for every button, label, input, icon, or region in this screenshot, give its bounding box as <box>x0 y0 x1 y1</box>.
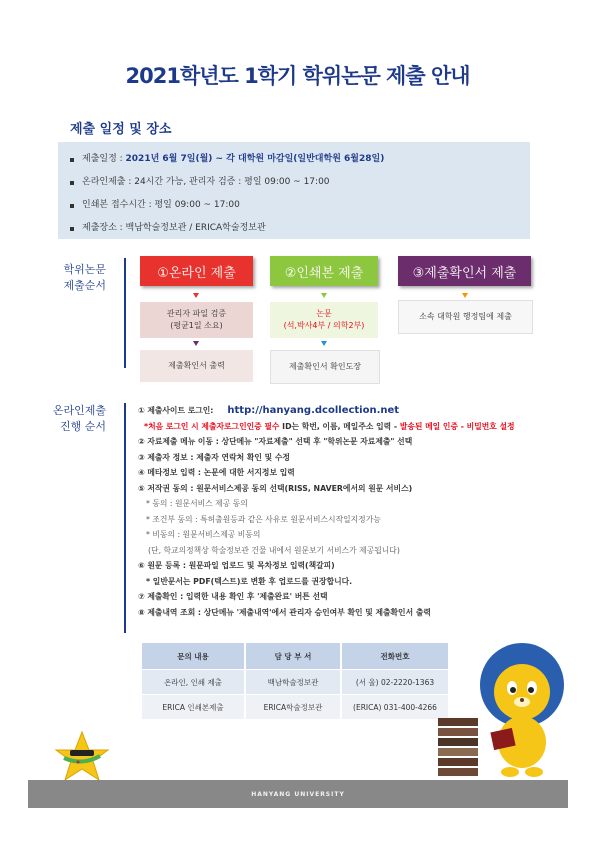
table-cell: ERICA학술정보관 <box>245 695 341 720</box>
schedule-heading: 제출 일정 및 장소 <box>70 122 172 137</box>
consent-line: * 동의 : 원문서비스 제공 동의 <box>146 499 248 508</box>
schedule-item: 제출일정 : 2021년 6월 7일(월) ~ 각 대학원 마감일(일반대학원 6월28일) <box>68 148 530 171</box>
arrow-icon <box>193 341 199 346</box>
arrow-icon <box>193 293 199 298</box>
step-line: ② 자료제출 메뉴 이동 : 상단메뉴 "자료제출" 선택 후 "학위논문 자료제출" 선택 <box>138 437 413 446</box>
step-line: ⑤ 저작권 동의 : 원문서비스제공 동의 선택(RISS, NAVER에서의 원문 서비스) <box>138 483 413 493</box>
step-online: ①온라인 제출 <box>140 256 253 286</box>
star-mascot-icon <box>52 730 112 785</box>
footer-bar: HANYANG UNIVERSITY <box>28 780 568 808</box>
step-line: ① 제출사이트 로그인: http://hanyang.dcollection.net <box>138 405 400 416</box>
step-confirm-sub1: 소속 대학원 행정팀에 제출 <box>398 300 533 334</box>
arrow-icon <box>462 293 468 298</box>
step-line: *처음 로그인 시 제출자로그인인증 필수 ID는 학번, 이름, 메일주소 입력 - 발송된 메일 인증 - 비밀번호 설정 <box>144 421 515 431</box>
step-line: ⑧ 제출내역 조회 : 상단메뉴 '제출내역'에서 관리자 승인여부 확인 및 제출확인서 출력 <box>138 607 431 617</box>
online-side-label: 온라인제출 진행 순서 <box>52 404 106 433</box>
schedule-item: 제출장소 : 백남학술정보관 / ERICA학술정보관 <box>68 217 530 240</box>
step-print-sub2: 제출확인서 확인도장 <box>270 350 380 384</box>
step-online-sub1: 관리자 파일 검증 (평균1일 소요) <box>140 302 253 338</box>
schedule-item: 온라인제출 : 24시간 가능, 관리자 검증 : 평일 09:00 ~ 17:00 <box>68 171 530 194</box>
table-header: 문의 내용 <box>142 643 245 670</box>
order-divider <box>124 258 126 368</box>
step-line: ⑦ 제출확인 : 입력한 내용 확인 후 '제출완료' 버튼 선택 <box>138 592 328 601</box>
table-row <box>142 695 449 720</box>
contact-table <box>142 643 450 720</box>
consent-line: * 비동의 : 원문서비스제공 비동의 <box>146 530 261 539</box>
arrow-icon <box>321 341 327 346</box>
table-header-row <box>142 643 449 670</box>
order-side-label: 학위논문 제출순서 <box>63 263 106 292</box>
consent-line: (단, 학교의정책상 학술정보관 건물 내에서 원문보기 서비스가 제공됩니다) <box>148 545 400 555</box>
step-line: ③ 제출자 정보 : 제출자 연락처 확인 및 수정 <box>138 452 290 462</box>
table-cell: (서 울) 02-2220-1363 <box>341 670 449 695</box>
step-line: ④ 메타정보 입력 : 논문에 대한 서지정보 입력 <box>138 468 295 477</box>
table-cell: ERICA 인쇄본제출 <box>142 695 245 720</box>
online-divider <box>124 403 126 633</box>
step-print-sub1: 논문 (석,박사4부 / 의학2부) <box>270 302 378 338</box>
table-cell: 온라인, 인쇄 제출 <box>142 670 245 695</box>
table-row <box>142 670 449 695</box>
step-line: ⑥ 원문 등록 : 원문파일 업로드 및 목차정보 입력(책갈피) <box>138 561 335 570</box>
site-url-link[interactable]: http://hanyang.dcollection.net <box>227 405 400 416</box>
step-online-sub2: 제출확인서 출력 <box>140 350 253 382</box>
step-confirm: ③제출확인서 제출 <box>398 256 531 286</box>
schedule-item: 인쇄본 접수시간 : 평일 09:00 ~ 17:00 <box>68 194 530 217</box>
table-cell: 백남학술정보관 <box>245 670 341 695</box>
consent-line: * 조건부 동의 : 특허출원등과 같은 사유로 원문서비스시작일지정가능 <box>146 514 381 524</box>
lion-mascot-icon <box>470 630 570 780</box>
step-note: * 일반문서는 PDF(텍스트)로 변환 후 업로드를 권장합니다. <box>146 576 353 586</box>
page-title: 2021학년도 1학기 학위논문 제출 안내 <box>125 64 470 88</box>
step-print: ②인쇄본 제출 <box>270 256 378 286</box>
table-cell: (ERICA) 031-400-4266 <box>341 695 449 720</box>
table-header: 담 당 부 서 <box>245 643 341 670</box>
table-header: 전화번호 <box>341 643 449 670</box>
schedule-box <box>58 142 530 239</box>
arrow-icon <box>321 293 327 298</box>
online-steps <box>138 403 578 620</box>
